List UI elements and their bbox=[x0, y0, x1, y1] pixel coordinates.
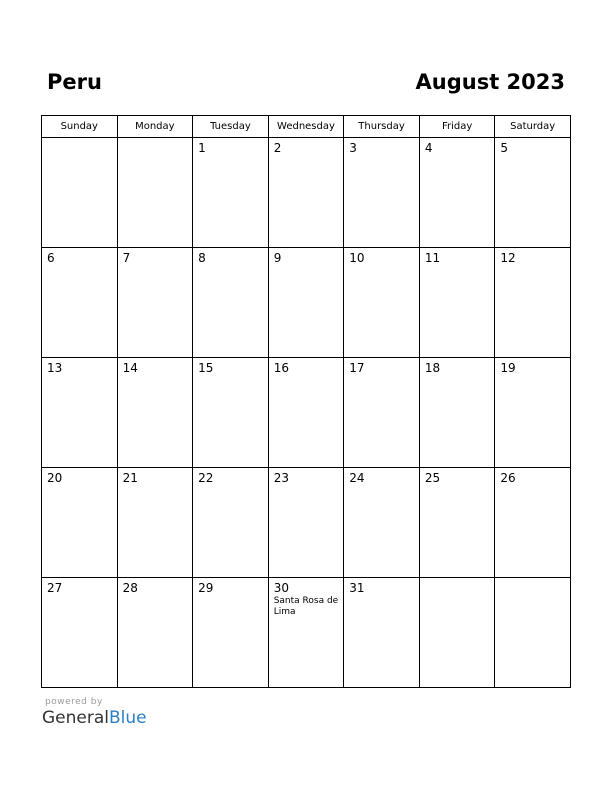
day-number: 27 bbox=[47, 581, 63, 595]
week-row bbox=[42, 578, 571, 688]
day-number: 9 bbox=[273, 251, 282, 265]
week-row bbox=[42, 138, 571, 248]
day-number: 11 bbox=[424, 251, 441, 265]
day-cell bbox=[495, 578, 571, 688]
generalblue-logo bbox=[42, 708, 147, 728]
day-number bbox=[420, 578, 495, 581]
day-number: 7 bbox=[122, 251, 131, 265]
week-row bbox=[42, 468, 571, 578]
month-title: August 2023 bbox=[415, 70, 565, 94]
day-number bbox=[495, 578, 570, 581]
day-cell bbox=[42, 248, 118, 358]
day-cell bbox=[495, 248, 571, 358]
day-cell bbox=[268, 578, 344, 688]
day-cell bbox=[419, 248, 495, 358]
day-cell bbox=[42, 358, 118, 468]
day-number: 3 bbox=[349, 141, 357, 155]
day-cell bbox=[495, 358, 571, 468]
day-number: 8 bbox=[198, 251, 206, 265]
day-number: 14 bbox=[122, 361, 138, 375]
day-number: 29 bbox=[198, 581, 214, 595]
day-cell bbox=[193, 578, 269, 688]
holiday-label: Santa Rosa de Lima bbox=[273, 596, 339, 617]
day-number bbox=[118, 138, 193, 141]
weekday-monday: Monday bbox=[117, 116, 193, 138]
logo-blue-text: Blue bbox=[109, 708, 147, 728]
day-cell bbox=[193, 358, 269, 468]
day-number bbox=[42, 138, 117, 141]
day-cell bbox=[193, 138, 269, 248]
day-number: 28 bbox=[122, 581, 138, 595]
logo-general-text: General bbox=[42, 708, 109, 728]
day-number: 23 bbox=[273, 471, 289, 485]
day-cell bbox=[344, 468, 420, 578]
day-number: 22 bbox=[198, 471, 214, 485]
day-cell bbox=[117, 138, 193, 248]
weekday-header-row bbox=[42, 116, 571, 138]
day-cell bbox=[268, 358, 344, 468]
day-number: 12 bbox=[500, 251, 516, 265]
weekday-saturday: Saturday bbox=[495, 116, 571, 138]
day-cell bbox=[42, 468, 118, 578]
day-number: 21 bbox=[122, 471, 138, 485]
day-number: 13 bbox=[47, 361, 63, 375]
day-cell bbox=[117, 358, 193, 468]
day-number: 10 bbox=[349, 251, 365, 265]
weekday-thursday: Thursday bbox=[344, 116, 420, 138]
day-cell bbox=[419, 358, 495, 468]
day-cell bbox=[344, 138, 420, 248]
weekday-sunday: Sunday bbox=[42, 116, 118, 138]
country-title: Peru bbox=[47, 70, 102, 94]
day-number: 19 bbox=[500, 361, 516, 375]
day-number: 16 bbox=[273, 361, 289, 375]
day-cell bbox=[344, 358, 420, 468]
day-cell bbox=[419, 578, 495, 688]
weekday-tuesday: Tuesday bbox=[193, 116, 269, 138]
day-cell bbox=[495, 138, 571, 248]
day-number: 20 bbox=[47, 471, 63, 485]
day-number: 26 bbox=[500, 471, 516, 485]
day-number: 31 bbox=[349, 581, 365, 595]
day-number: 4 bbox=[424, 141, 433, 155]
day-cell bbox=[268, 468, 344, 578]
calendar-grid bbox=[41, 115, 571, 688]
day-number: 15 bbox=[198, 361, 214, 375]
day-cell bbox=[419, 468, 495, 578]
day-number: 18 bbox=[424, 361, 441, 375]
day-cell bbox=[495, 468, 571, 578]
day-number: 25 bbox=[424, 471, 441, 485]
week-row bbox=[42, 358, 571, 468]
day-number: 2 bbox=[273, 141, 282, 155]
day-cell bbox=[419, 138, 495, 248]
week-row bbox=[42, 248, 571, 358]
day-number: 5 bbox=[500, 141, 509, 155]
weekday-friday: Friday bbox=[419, 116, 495, 138]
day-cell bbox=[193, 468, 269, 578]
day-cell bbox=[193, 248, 269, 358]
day-number: 6 bbox=[47, 251, 55, 265]
day-number: 1 bbox=[198, 141, 206, 155]
day-cell bbox=[268, 248, 344, 358]
day-cell bbox=[117, 468, 193, 578]
day-number: 30 bbox=[273, 581, 289, 595]
day-number: 24 bbox=[349, 471, 365, 485]
powered-by-text: powered by bbox=[45, 697, 103, 707]
day-cell bbox=[42, 578, 118, 688]
day-cell bbox=[268, 138, 344, 248]
day-cell bbox=[344, 248, 420, 358]
day-cell bbox=[117, 578, 193, 688]
day-number: 17 bbox=[349, 361, 365, 375]
day-cell bbox=[344, 578, 420, 688]
day-cell bbox=[42, 138, 118, 248]
day-cell bbox=[117, 248, 193, 358]
weekday-wednesday: Wednesday bbox=[268, 116, 344, 138]
